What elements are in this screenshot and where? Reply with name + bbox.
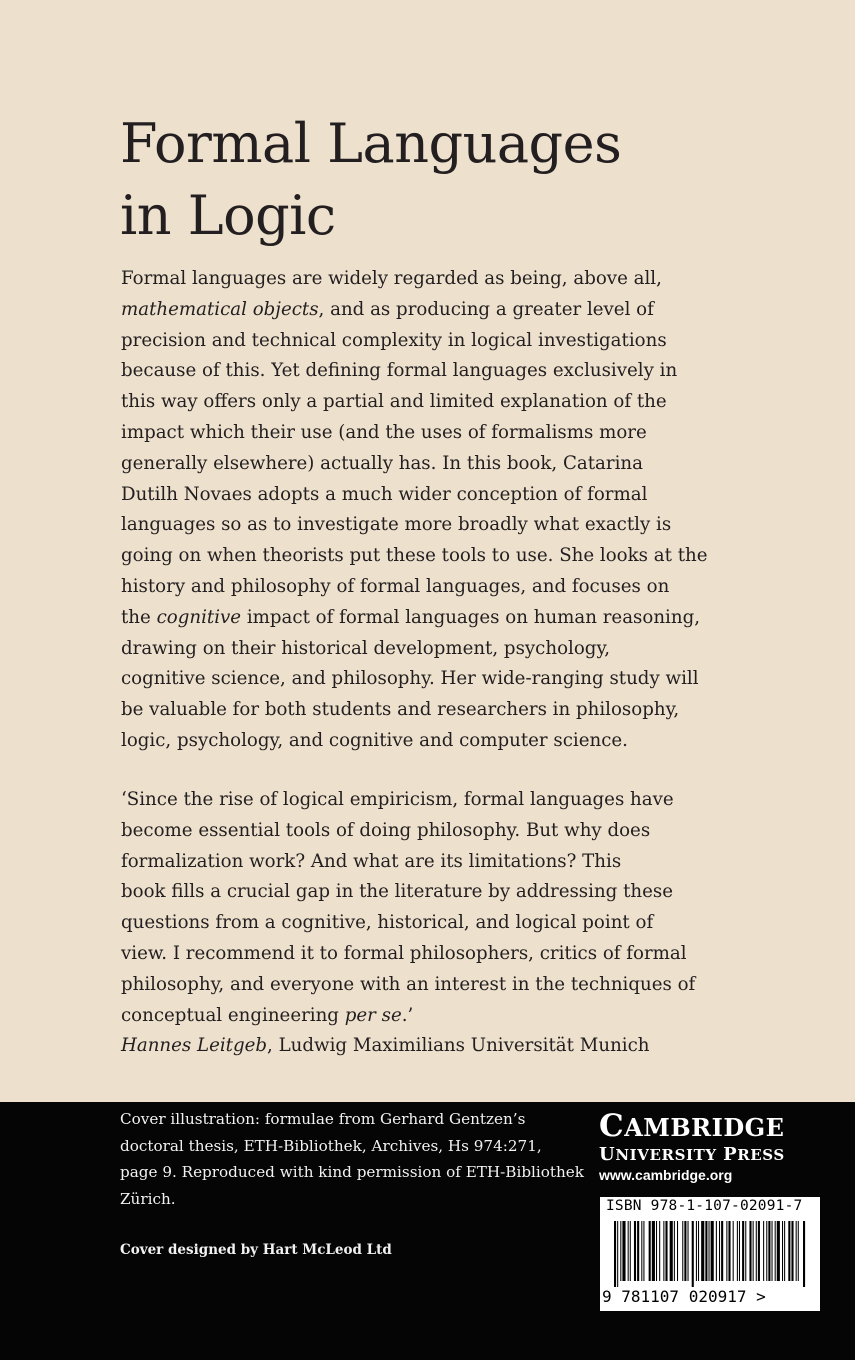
barcode-bar [711, 1221, 714, 1281]
barcode-bar [652, 1221, 655, 1281]
blurb-line: the cognitive impact of formal languages on human reasoning, [121, 606, 700, 628]
barcode-bar [674, 1221, 675, 1281]
barcode-bar [728, 1221, 730, 1281]
barcode-bar [756, 1221, 757, 1281]
barcode-bar [777, 1221, 780, 1281]
cover-illustration-credit [120, 1106, 590, 1212]
quote-line: become essential tools of doing philosophy. But why does [121, 819, 651, 841]
barcode-bar [643, 1221, 644, 1281]
barcode-bar [721, 1221, 723, 1281]
barcode-digits: 9 781107 020917 > [602, 1287, 766, 1306]
quote-line: formalization work? And what are its limitations? This [121, 850, 622, 872]
barcode-bar [628, 1221, 629, 1281]
credit-line: page 9. Reproduced with kind permission of ETH-Bibliothek [120, 1163, 584, 1181]
barcode-bar [788, 1221, 790, 1281]
blurb-line: generally elsewhere) actually has. In this book, Catarina [121, 452, 643, 474]
barcode-bar [656, 1221, 657, 1281]
barcode-bar [677, 1221, 678, 1281]
barcode-bar [684, 1221, 686, 1281]
credit-line: Cover illustration: formulae from Gerhard Gentzen’s [120, 1110, 526, 1128]
barcode-bar [775, 1221, 776, 1281]
quote-line: book fills a crucial gap in the literature by addressing these [121, 881, 673, 903]
barcode-bar [659, 1221, 660, 1281]
quote-line: philosophy, and everyone with an interest in the techniques of [121, 973, 696, 995]
barcode-bar [745, 1221, 746, 1281]
barcode-bar [682, 1221, 683, 1281]
blurb-line: be valuable for both students and researchers in philosophy, [121, 699, 680, 721]
quote-attribution [121, 1031, 711, 1062]
blurb-line: because of this. Yet defining formal languages exclusively in [121, 360, 678, 382]
barcode-bar [737, 1221, 738, 1281]
barcode-bar [733, 1221, 734, 1281]
barcode-bar [763, 1221, 764, 1281]
cover-designer-credit: Cover designed by Hart McLeod Ltd [120, 1242, 392, 1258]
blurb-line: mathematical objects, and as producing a greater level of [121, 298, 654, 320]
barcode-bars [614, 1221, 808, 1287]
barcode-bar [622, 1221, 625, 1281]
barcode-bar [766, 1221, 767, 1281]
quote-line: questions from a cognitive, historical, and logical point of [121, 912, 654, 934]
barcode-bar [670, 1221, 673, 1281]
publisher-name: CAMBRIDGE [599, 1108, 785, 1144]
quote-line: ‘Since the rise of logical empiricism, formal languages have [121, 789, 674, 810]
barcode-bar [742, 1221, 744, 1281]
isbn-barcode [600, 1197, 820, 1311]
barcode-bar [716, 1221, 717, 1281]
barcode-bar [614, 1221, 616, 1287]
barcode-bar [663, 1221, 664, 1281]
barcode-bar [696, 1221, 697, 1281]
blurb-line: precision and technical complexity in logical investigations [121, 329, 667, 351]
barcode-bar [758, 1221, 760, 1281]
barcode-bar [630, 1221, 631, 1281]
book-title [120, 108, 621, 252]
barcode-bar [719, 1221, 720, 1281]
barcode-bar [665, 1221, 667, 1281]
barcode-bar [709, 1221, 710, 1281]
quote-author: Hannes Leitgeb [121, 1035, 268, 1057]
barcode-bar [641, 1221, 642, 1281]
blurb-emphasis: mathematical objects [121, 298, 319, 320]
publisher-url: www.cambridge.org [599, 1167, 733, 1183]
quote-line: view. I recommend it to formal philosophers, critics of formal [121, 942, 687, 964]
barcode-bar [649, 1221, 651, 1281]
publisher-logo [599, 1108, 824, 1186]
blurb-line: going on when theorists put these tools to use. She looks at the [121, 545, 708, 567]
blurb-line: this way offers only a partial and limited explanation of the [121, 391, 667, 413]
blurb-line: drawing on their historical development, psychology, [121, 637, 611, 659]
barcode-bar [749, 1221, 751, 1281]
credit-line: Zürich. [120, 1189, 176, 1208]
barcode-bar [768, 1221, 770, 1281]
blurb-line: logic, psychology, and cognitive and computer science. [121, 729, 628, 751]
barcode-bar [784, 1221, 785, 1281]
barcode-bar [726, 1221, 727, 1281]
barcode-bar [701, 1221, 704, 1281]
blurb-line: Dutilh Novaes adopts a much wider conception of formal [121, 483, 648, 505]
quote-line: conceptual engineering per se.’ [121, 1004, 414, 1026]
barcode-bar [791, 1221, 793, 1281]
barcode-bar [782, 1221, 783, 1281]
book-description [121, 264, 711, 757]
blurb-line: languages so as to investigate more broadly what exactly is [121, 514, 672, 536]
blurb-emphasis: cognitive [156, 606, 242, 628]
cover-footer [0, 1102, 855, 1360]
isbn-label: ISBN 978-1-107-02091-7 [606, 1198, 803, 1214]
book-title-line-2: in Logic [120, 184, 336, 247]
credit-line: doctoral thesis, ETH-Bibliothek, Archives, Hs 974:271, [120, 1136, 542, 1155]
endorsement-quote [121, 785, 711, 1062]
barcode-bar [772, 1221, 773, 1281]
quote-affiliation: , Ludwig Maximilians Universität Munich [267, 1035, 650, 1057]
barcode-bar [705, 1221, 707, 1281]
blurb-line: impact which their use (and the uses of formalisms more [121, 421, 647, 443]
quote-emphasis: per se [344, 1004, 402, 1026]
barcode-bar [803, 1221, 805, 1287]
blurb-line: cognitive science, and philosophy. Her wide-ranging study will [121, 668, 699, 690]
barcode-bar [739, 1221, 740, 1281]
barcode-bar [798, 1221, 799, 1281]
blurb-line: history and philosophy of formal languages, and focuses on [121, 575, 670, 597]
barcode-bar [688, 1221, 689, 1281]
barcode-bar [634, 1221, 636, 1281]
publisher-subtitle: UNIVERSITY PRESS [599, 1144, 785, 1165]
barcode-bar [698, 1221, 699, 1281]
barcode-bar [753, 1221, 754, 1281]
book-title-line-1: Formal Languages [120, 112, 622, 175]
barcode-bar [796, 1221, 797, 1281]
barcode-bar [620, 1221, 621, 1281]
barcode-bar [692, 1221, 694, 1287]
barcode-bar [637, 1221, 639, 1281]
blurb-line: Formal languages are widely regarded as being, above all, [121, 268, 662, 289]
barcode-bar [617, 1221, 618, 1287]
